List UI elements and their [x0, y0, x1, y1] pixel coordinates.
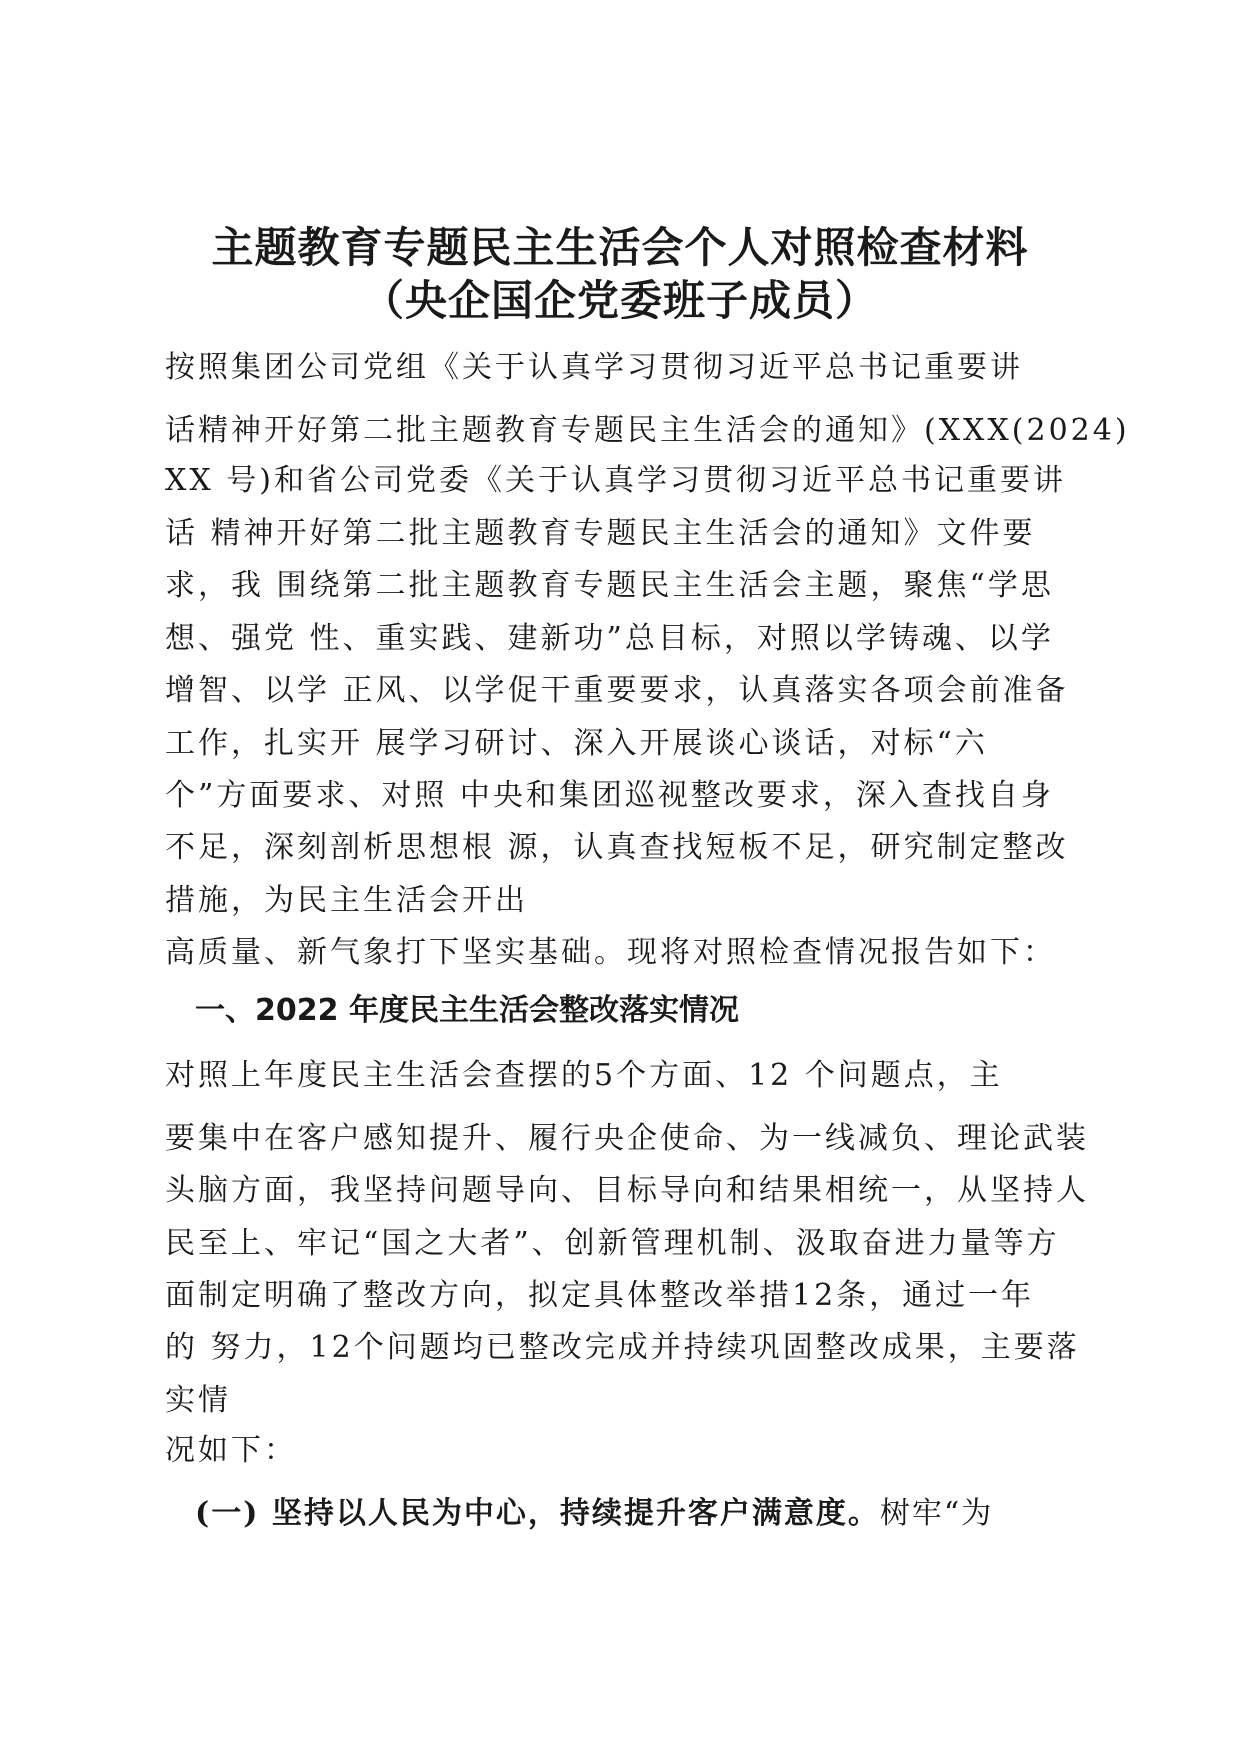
intro-line: 求，我 围绕第二批主题教育专题民主生活会主题，聚焦“学思 — [165, 568, 1054, 603]
section-line: 头脑方面，我坚持问题导向、目标导向和结果相统一，从坚持人 — [165, 1173, 1089, 1208]
intro-line: 不足，深刻剖析思想根 源，认真查找短板不足，研究制定整改 — [165, 830, 1069, 865]
subsection-line — [195, 1488, 993, 1532]
intro-line: 想、强党 性、重实践、建新功”总目标，对照以学铸魂、以学 — [165, 621, 1054, 656]
document-title-line-2: （央企国企党委班子成员） — [361, 276, 878, 325]
intro-line: 高质量、新气象打下坚实基础。现将对照检查情况报告如下： — [165, 935, 1056, 970]
section-heading: 一、2022 年度民主生活会整改落实情况 — [195, 993, 739, 1028]
subsection-text: 树牢“为 — [879, 1496, 994, 1531]
intro-line: XX 号)和省公司党委《关于认真学习贯彻习近平总书记重要讲 — [165, 463, 1066, 498]
intro-line: 工作，扎实开 展学习研讨、深入开展谈心谈话，对标“六 — [165, 726, 988, 761]
subsection-heading: (一) 坚持以人民为中心，持续提升客户满意度。 — [195, 1496, 880, 1531]
intro-line: 话 精神开好第二批主题教育专题民主生活会的通知》文件要 — [165, 516, 1036, 551]
section-line: 民至上、牢记“国之大者”、创新管理机制、汲取奋进力量等方 — [165, 1226, 1060, 1261]
section-line: 要集中在客户感知提升、履行央企使命、为一线减负、理论武装 — [165, 1121, 1089, 1156]
document-title-line-1: 主题教育专题民主生活会个人对照检查材料 — [211, 223, 1029, 272]
section-line: 面制定明确了整改方向，拟定具体整改举措12条，通过一年 — [165, 1278, 1035, 1313]
section-line: 对照上年度民主生活会查摆的5个方面、12 个问题点，主 — [165, 1058, 1003, 1093]
section-line: 的 努力，12个问题均已整改完成并持续巩固整改成果，主要落 — [165, 1330, 1080, 1365]
intro-line: 个”方面要求、对照 中央和集团巡视整改要求，深入查找自身 — [165, 778, 1054, 813]
intro-line: 按照集团公司党组《关于认真学习贯彻习近平总书记重要讲 — [165, 350, 1023, 385]
section-line: 况如下： — [165, 1433, 297, 1468]
intro-line: 措施，为民主生活会开出 — [165, 883, 528, 918]
intro-line: 话精神开好第二批主题教育专题民主生活会的通知》(XXX(2024) — [165, 413, 1130, 448]
section-line: 实情 — [165, 1383, 231, 1418]
intro-line: 增智、以学 正风、以学促干重要要求，认真落实各项会前准备 — [165, 673, 1069, 708]
